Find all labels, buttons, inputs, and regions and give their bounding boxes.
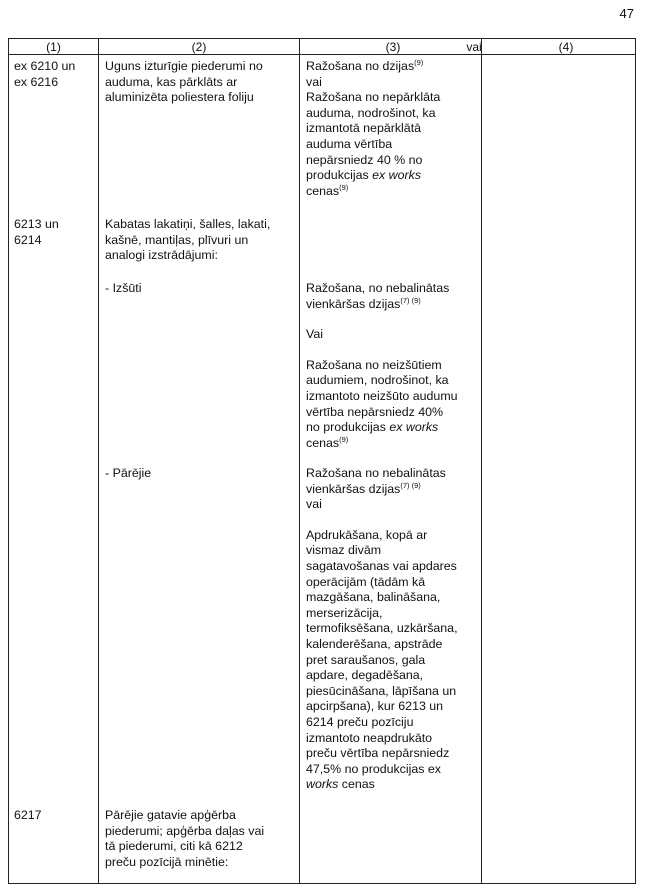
header-col-3: (3) [385, 40, 401, 54]
row-1-code: ex 6210 un ex 6216 [14, 59, 76, 89]
row-5-description: Pārējie gatavie apģērba piederumi; apģērba daļas vai tā piederumi, citi kā 6212 preču pozīcijā minētie: [105, 808, 265, 869]
row-1-rule: Ražošana no dzijas$^{(9)}$ vai Ražošana no nepārklāta auduma, nodrošinot, ka izmantotā nepārklātā auduma vērtība nepārsniedz 40 % no produkcijas ex works cenas$^{(9)}$ [306, 58, 441, 198]
page-number: 47 [619, 6, 634, 21]
header-divider [9, 54, 635, 55]
row-1-description: Uguns izturīgie piederumi no auduma, kas pārklāts ar aluminizēta poliestera foliju [105, 59, 263, 105]
column-divider-2 [299, 39, 300, 883]
header-col-2: (2) [191, 40, 207, 54]
row-5-code: 6217 [14, 808, 42, 822]
row-3-rule: Ražošana, no nebalinātas vienkāršas dzijas$^{(7) (9)}$ Vai Ražošana no neizšūtiem audumiem, nodrošinot, ka izmantoto neizšūto audumu vērtība nepārsniedz 40% no produkcijas ex works cenas$^{(9)}$ [306, 281, 458, 450]
column-divider-1 [98, 39, 99, 883]
row-2-code: 6213 un 6214 [14, 217, 59, 247]
header-col-4: (4) [558, 40, 574, 54]
row-4-rule: Ražošana no nebalinātas vienkāršas dzijas$^{(7) (9)}$ vai Apdrukāšana, kopā ar vismaz divām sagatavošanas vai apdares operācijām (tādām kā mazgāšana, balināšana, merserizācija, termofiksēšana, uzkāršana, kalenderēšana, apstrāde pret saraušanos, gala apdare, degadēšana, piesūcināšana, lāpīšana un apcirpšana), kur 6213 un 6214 preču pozīciju izmantoto neapdrukāto preču vērtība nepārsniedz 47,5% no produkcijas ex works cenas [306, 466, 458, 792]
header-col-or: vai [466, 40, 482, 54]
row-2-description: Kabatas lakatiņi, šalles, lakati, kašnē, mantiļas, plīvuri un analogi izstrādājumi: [105, 217, 271, 263]
row-4-description: - Pārējie [105, 466, 152, 480]
header-col-1: (1) [46, 40, 61, 54]
rules-table [8, 38, 636, 884]
row-3-description: - Izšūti [105, 281, 142, 295]
column-divider-3 [481, 39, 482, 883]
